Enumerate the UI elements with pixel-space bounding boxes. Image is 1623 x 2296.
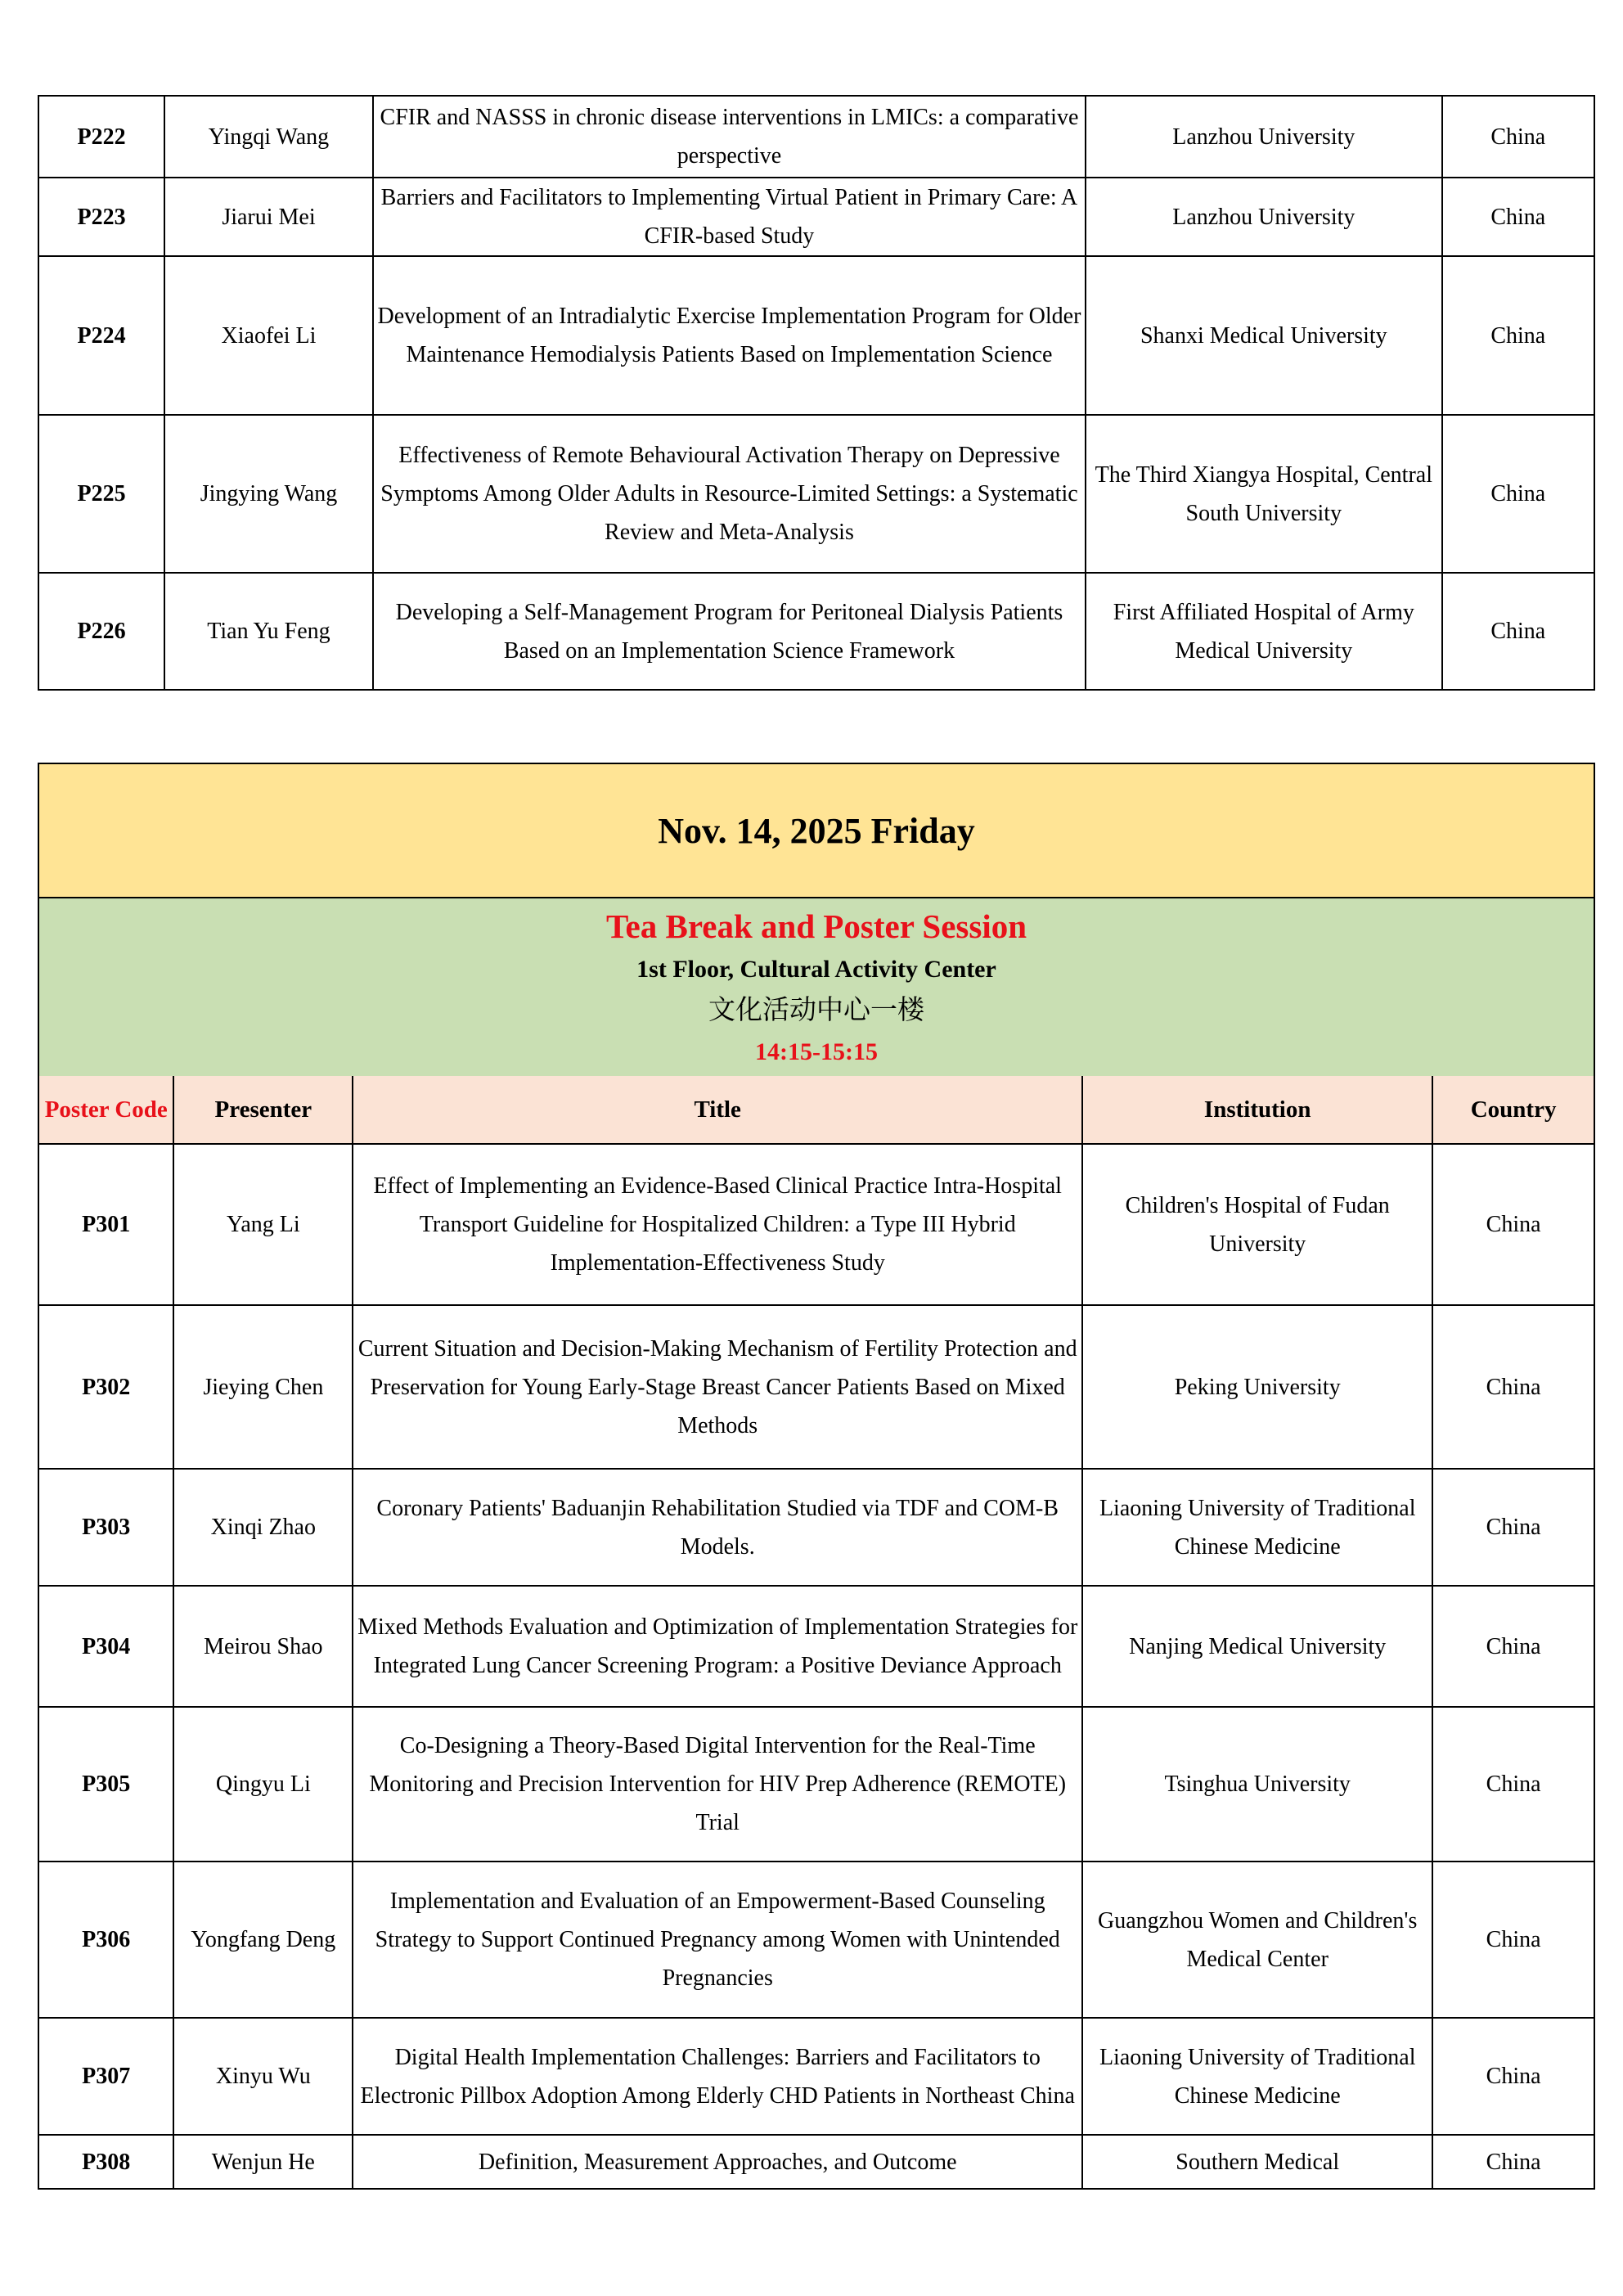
title-cell: Developing a Self-Management Program for Peritoneal Dialysis Patients Based on an Implementation Science Framework [373, 573, 1086, 690]
institution-cell: Liaoning University of Traditional Chinese Medicine [1082, 2018, 1432, 2135]
poster-code-cell: P225 [38, 415, 164, 573]
title-cell: Development of an Intradialytic Exercise Implementation Program for Older Maintenance Hemodialysis Patients Based on Implementation Science [373, 256, 1086, 415]
presenter-cell: Jieying Chen [173, 1305, 353, 1469]
country-cell: China [1432, 2018, 1594, 2135]
country-cell: China [1432, 1586, 1594, 1707]
table-row [38, 2135, 1594, 2189]
table-row [38, 1586, 1594, 1707]
presenter-cell: Jingying Wang [164, 415, 373, 573]
table-row [38, 1469, 1594, 1586]
title-cell: Effectiveness of Remote Behavioural Activation Therapy on Depressive Symptoms Among Older Adults in Resource-Limited Settings: a Systematic Review and Meta-Analysis [373, 415, 1086, 573]
country-cell: China [1442, 573, 1594, 690]
title-cell: Implementation and Evaluation of an Empowerment-Based Counseling Strategy to Support Continued Pregnancy among Women with Unintended Pregnancies [353, 1862, 1082, 2018]
title-cell: Effect of Implementing an Evidence-Based Clinical Practice Intra-Hospital Transport Guideline for Hospitalized Children: a Type III Hybrid Implementation-Effectiveness Study [353, 1144, 1082, 1305]
title-cell: Coronary Patients' Baduanjin Rehabilitation Studied via TDF and COM-B Models. [353, 1469, 1082, 1586]
presenter-cell: Yongfang Deng [173, 1862, 353, 2018]
presenter-cell: Tian Yu Feng [164, 573, 373, 690]
institution-cell: Peking University [1082, 1305, 1432, 1469]
poster-code-cell: P306 [38, 1862, 173, 2018]
poster-code-cell: P307 [38, 2018, 173, 2135]
presenter-cell: Yingqi Wang [164, 96, 373, 178]
table-row [38, 1144, 1594, 1305]
poster-code-cell: P223 [38, 178, 164, 256]
presenter-cell: Yang Li [173, 1144, 353, 1305]
poster-code-cell: P304 [38, 1586, 173, 1707]
header-presenter: Presenter [173, 1076, 353, 1144]
presenter-cell: Jiarui Mei [164, 178, 373, 256]
header-title: Title [353, 1076, 1082, 1144]
session-title: Tea Break and Poster Session [605, 907, 1027, 945]
country-cell: China [1432, 1862, 1594, 2018]
country-cell: China [1432, 1144, 1594, 1305]
title-cell: CFIR and NASSS in chronic disease interventions in LMICs: a comparative perspective [373, 96, 1086, 178]
country-cell: China [1432, 1305, 1594, 1469]
table-row [38, 96, 1594, 178]
session-location-en: 1st Floor, Cultural Activity Center [636, 956, 996, 983]
presenter-cell: Meirou Shao [173, 1586, 353, 1707]
country-cell: China [1442, 415, 1594, 573]
poster-table-p222-p226 [38, 95, 1595, 691]
table-row [38, 1305, 1594, 1469]
institution-cell: Lanzhou University [1086, 96, 1442, 178]
title-cell: Current Situation and Decision-Making Mechanism of Fertility Protection and Preservation for Young Early-Stage Breast Cancer Patients Based on Mixed Methods [353, 1305, 1082, 1469]
title-cell: Co-Designing a Theory-Based Digital Intervention for the Real-Time Monitoring and Precision Intervention for HIV Prep Adherence (REMOTE) Trial [353, 1707, 1082, 1862]
poster-code-cell: P226 [38, 573, 164, 690]
country-cell: China [1442, 256, 1594, 415]
session-location-zh: 文化活动中心一楼 [708, 996, 924, 1025]
institution-cell: Guangzhou Women and Children's Medical Center [1082, 1862, 1432, 2018]
institution-cell: Shanxi Medical University [1086, 256, 1442, 415]
header-country: Country [1432, 1076, 1594, 1144]
poster-table-body [38, 1144, 1594, 2189]
presenter-cell: Qingyu Li [173, 1707, 353, 1862]
institution-cell: Southern Medical [1082, 2135, 1432, 2189]
country-cell: China [1442, 96, 1594, 178]
poster-code-cell: P302 [38, 1305, 173, 1469]
poster-table-body [38, 96, 1594, 690]
presenter-cell: Wenjun He [173, 2135, 353, 2189]
header-institution: Institution [1082, 1076, 1432, 1144]
presenter-cell: Xinyu Wu [173, 2018, 353, 2135]
country-cell: China [1432, 1469, 1594, 1586]
country-cell: China [1442, 178, 1594, 256]
title-cell: Barriers and Facilitators to Implementing Virtual Patient in Primary Care: A CFIR-based Study [373, 178, 1086, 256]
poster-code-cell: P303 [38, 1469, 173, 1586]
title-cell: Digital Health Implementation Challenges: Barriers and Facilitators to Electronic Pillbox Adoption Among Elderly CHD Patients in Northeast China [353, 2018, 1082, 2135]
date-banner [38, 763, 1595, 898]
table-row [38, 415, 1594, 573]
table-row [38, 573, 1594, 690]
header-row [38, 1076, 1594, 1144]
table-row [38, 1707, 1594, 1862]
session-banner [38, 898, 1595, 1076]
table-row [38, 1862, 1594, 2018]
country-cell: China [1432, 1707, 1594, 1862]
poster-code-cell: P224 [38, 256, 164, 415]
title-cell: Definition, Measurement Approaches, and Outcome [353, 2135, 1082, 2189]
poster-code-cell: P222 [38, 96, 164, 178]
institution-cell: Tsinghua University [1082, 1707, 1432, 1862]
poster-code-cell: P301 [38, 1144, 173, 1305]
institution-cell: First Affiliated Hospital of Army Medical University [1086, 573, 1442, 690]
presenter-cell: Xinqi Zhao [173, 1469, 353, 1586]
poster-code-cell: P305 [38, 1707, 173, 1862]
poster-code-cell: P308 [38, 2135, 173, 2189]
table-row [38, 2018, 1594, 2135]
header-poster-code: Poster Code [38, 1076, 173, 1144]
country-cell: China [1432, 2135, 1594, 2189]
poster-table-p301-p308 [38, 1076, 1595, 2190]
institution-cell: The Third Xiangya Hospital, Central South University [1086, 415, 1442, 573]
presenter-cell: Xiaofei Li [164, 256, 373, 415]
institution-cell: Liaoning University of Traditional Chinese Medicine [1082, 1469, 1432, 1586]
session-time: 14:15-15:15 [755, 1038, 878, 1065]
table-row [38, 256, 1594, 415]
institution-cell: Nanjing Medical University [1082, 1586, 1432, 1707]
table-row [38, 178, 1594, 256]
institution-cell: Children's Hospital of Fudan University [1082, 1144, 1432, 1305]
title-cell: Mixed Methods Evaluation and Optimization of Implementation Strategies for Integrated Lung Cancer Screening Program: a Positive Deviance Approach [353, 1586, 1082, 1707]
date-banner-text: Nov. 14, 2025 Friday [658, 810, 975, 851]
institution-cell: Lanzhou University [1086, 178, 1442, 256]
